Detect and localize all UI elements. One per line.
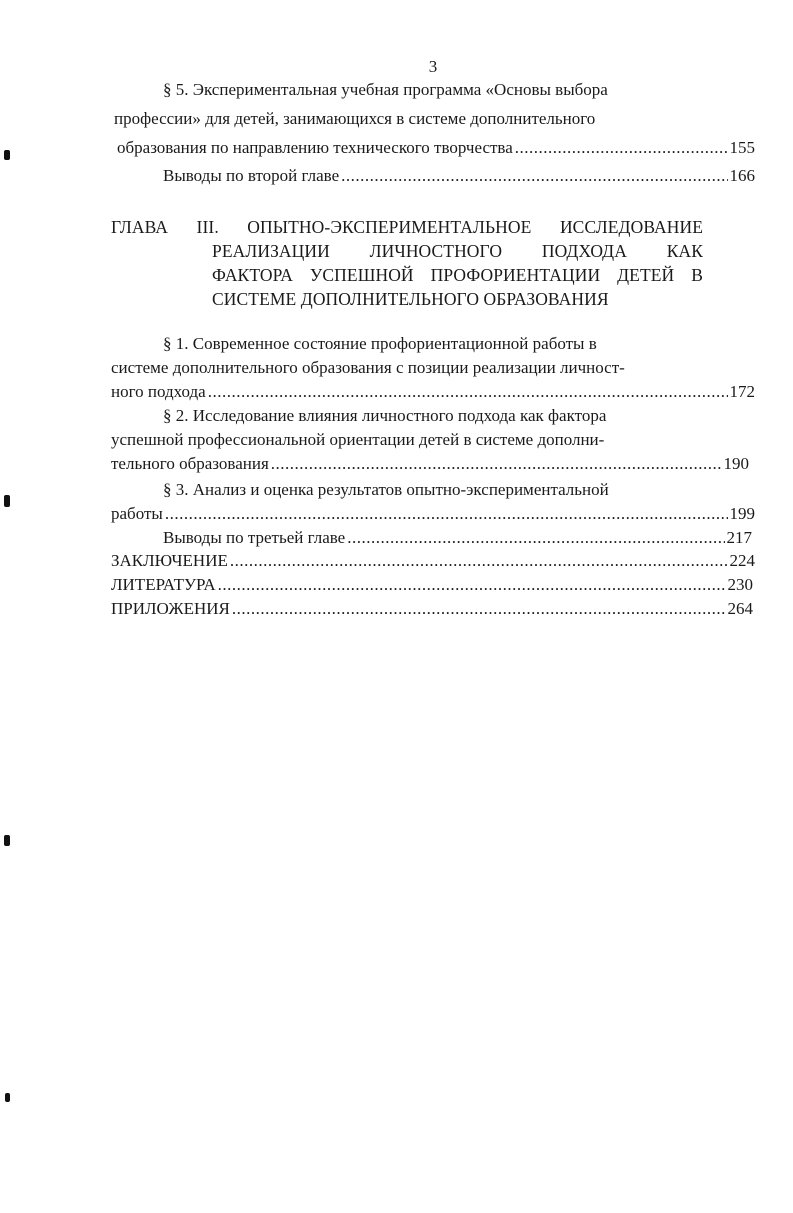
toc-entry-text: тельного образования (111, 454, 269, 473)
toc-entry-p3[interactable] (111, 504, 755, 524)
chapter3-heading-cont (212, 239, 703, 311)
dot-leader (232, 599, 726, 619)
toc-page-number: 190 (723, 454, 749, 473)
toc-entry-section5[interactable] (117, 138, 755, 158)
toc-page-number: 217 (726, 528, 752, 547)
toc-entry-text: ЗАКЛЮЧЕНИЕ (111, 551, 228, 570)
dot-leader (230, 551, 728, 571)
toc-page-number: 166 (729, 166, 755, 185)
toc-entry-text: Выводы по третьей главе (163, 528, 346, 547)
dot-leader (271, 454, 722, 474)
chapter3-heading-line4: СИСТЕМЕ ДОПОЛНИТЕЛЬНОГО ОБРАЗОВАНИЯ (212, 289, 609, 309)
toc-entry-text: ного подхода (111, 382, 206, 401)
dot-leader (347, 528, 724, 548)
chapter3-heading-line1: ГЛАВА III. ОПЫТНО-ЭКСПЕРИМЕНТАЛЬНОЕ ИССЛЕДОВАНИЕ (111, 217, 703, 237)
dot-leader (218, 575, 726, 595)
p1-line2: системе дополнительного образования с позиции реализации личност- (111, 358, 625, 377)
toc-page-number: 199 (729, 504, 755, 523)
p1-line1: § 1. Современное состояние профориентационной работы в (163, 334, 597, 353)
toc-entry-p2[interactable] (111, 454, 749, 474)
dot-leader (165, 504, 728, 524)
p2-line1: § 2. Исследование влияния личностного подхода как фактора (163, 406, 607, 425)
toc-entry-text: образования по направлению технического творчества (117, 138, 513, 157)
dot-leader (341, 166, 727, 186)
toc-entry-text: ПРИЛОЖЕНИЯ (111, 599, 230, 618)
dot-leader (208, 382, 728, 402)
binding-mark-4 (5, 1093, 10, 1102)
binding-mark-3 (4, 835, 10, 846)
toc-page-number: 224 (729, 551, 755, 570)
toc-entry-text: Выводы по второй главе (163, 166, 340, 185)
toc-page-number: 264 (727, 599, 753, 618)
binding-mark-2 (4, 495, 10, 507)
p3-line1: § 3. Анализ и оценка результатов опытно-экспериментальной (163, 480, 609, 499)
toc-entry-conclusions-chapter3[interactable] (163, 528, 752, 548)
toc-page-number: 155 (729, 138, 755, 157)
chapter3-heading-line2: РЕАЛИЗАЦИИ ЛИЧНОСТНОГО ПОДХОДА КАК (212, 241, 703, 261)
binding-mark-1 (4, 150, 10, 160)
toc-entry-literature[interactable] (111, 575, 753, 595)
toc-entry-text: ЛИТЕРАТУРА (111, 575, 216, 594)
p2-line2: успешной профессиональной ориентации детей в системе дополни- (111, 430, 605, 449)
toc-page-number: 172 (729, 382, 755, 401)
toc-entry-p1[interactable] (111, 382, 755, 402)
section5-line2: профессии» для детей, занимающихся в системе дополнительного (114, 109, 596, 128)
chapter3-heading (111, 215, 703, 239)
toc-entry-conclusions-chapter2[interactable] (163, 166, 755, 186)
toc-entry-conclusion[interactable] (111, 551, 755, 571)
page-number: 3 (428, 57, 438, 76)
toc-page-number: 230 (727, 575, 753, 594)
toc-entry-appendices[interactable] (111, 599, 753, 619)
section5-line1: § 5. Экспериментальная учебная программа «Основы выбора (163, 80, 608, 99)
chapter3-heading-line3: ФАКТОРА УСПЕШНОЙ ПРОФОРИЕНТАЦИИ ДЕТЕЙ В (212, 265, 703, 285)
dot-leader (515, 138, 728, 158)
toc-entry-text: работы (111, 504, 163, 523)
